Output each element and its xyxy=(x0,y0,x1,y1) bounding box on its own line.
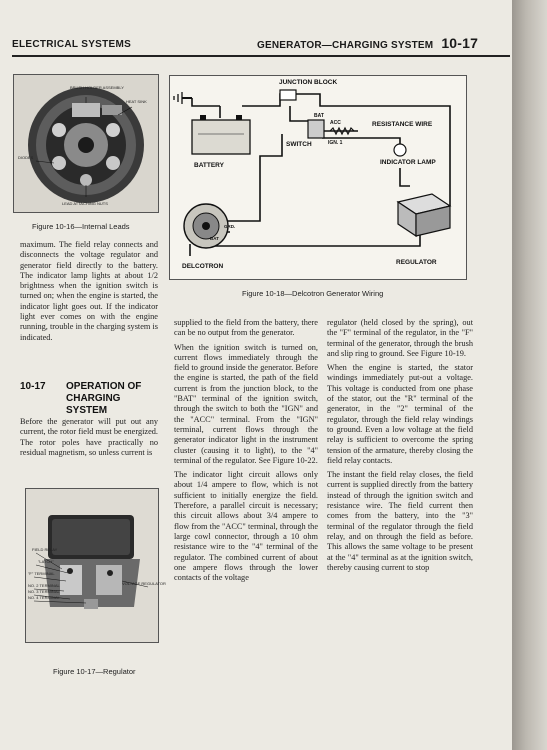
label-heat-sink: HEAT SINK xyxy=(126,99,147,104)
col3-paragraph-3: The instant the field relay closes, the field current is supplied directly from the battery instead of through the ignition switch and resistance wire. The field current then comes from the battery, into the "3" terminal of the regulator through the field relay, and on through the field as before. This allows the same voltage to be present at the "4" terminal as at the ignition switch, thereby causing current to stop xyxy=(327,470,473,572)
label-no2-terminal: NO. 2 TERMINAL xyxy=(28,583,60,588)
label-junction-block xyxy=(279,79,337,86)
section-heading xyxy=(20,381,160,417)
column-2 xyxy=(174,318,318,587)
label-bat-generator: BAT xyxy=(210,236,219,241)
label-bat: BAT xyxy=(314,113,324,119)
col2-paragraph-3: The indicator light circuit allows only about 1/4 ampere to flow, which is not sufficient to initially energize the field. Therefore, a parallel circuit is necessary; this circuit allows about 3/4 ampere to flow from the "ACC" terminal, through the large cowl connector, through a 10 ohm resistance wire to the "4" terminal of the regulator. The combined current of about one ampere flows through the lower contacts of the voltage xyxy=(174,470,318,583)
column-1-intro xyxy=(20,417,158,462)
label-ign1: IGN. 1 xyxy=(328,140,343,146)
regulator-illustration xyxy=(26,489,166,642)
label-no4-terminal: NO. 4 TERMINAL xyxy=(28,595,60,600)
header-rule xyxy=(12,55,510,57)
label-diodes: DIODES xyxy=(18,155,34,160)
figure-10-18-caption: Figure 10-18—Delcotron Generator Wiring xyxy=(242,289,384,298)
internal-leads-illustration xyxy=(14,75,158,212)
label-field-relay: FIELD RELAY xyxy=(32,547,58,552)
section-header-title: GENERATOR—CHARGING SYSTEM xyxy=(257,40,434,51)
col2-paragraph-2: When the ignition switch is turned on, current flows immediately through the field to ground inside the generator. Before the engine is started, the path of the field current is from the junction block, to the "BAT" terminal of the ignition switch, through the switch to both the "IGN" and the "ACC" terminal. From the "IGN" terminal, current flows through the generator indicator light in the instrument cluster (causing it to light), to the "4" terminal of the regulator. See Figure 10-22. xyxy=(174,342,318,465)
figure-10-17-caption: Figure 10-17—Regulator xyxy=(53,667,136,676)
section-title-line2: CHARGING SYSTEM xyxy=(66,393,121,416)
figure-10-16-caption: Figure 10-16—Internal Leads xyxy=(32,222,130,231)
col3-paragraph-2: When the engine is started, the stator windings immediately put-out a voltage. This voltage is conducted from one phase of the stator, out the "R" terminal of the generator, in the "2" terminal of the regulator, through the field relay windings to ground. Even a low voltage at the field relay is sufficient to overcome the spring tension of the armature, thereby closing the field relay contacts. xyxy=(327,363,473,465)
col3-paragraph-1: regulator (held closed by the spring), out the "F" terminal of the regulator, in the "F" terminal of the generator, through the brush and slip ring to ground. See Figure 10-19. xyxy=(327,318,473,358)
section-header-right xyxy=(257,35,478,51)
paragraph-field-relay: maximum. The field relay connects and disconnects the voltage regulator and generator field directly to the battery. The indicator lamp lights at about 1/2 brightness when the ignition switch is turned on; when the engine is started, the indicator light goes out. If the indicator light ever comes on with the engine running, trouble in the charging system is indicated. xyxy=(20,240,158,342)
label-no3-terminal: NO. 3 TERMINAL xyxy=(28,589,60,594)
paragraph-rotor-field: Before the generator will put out any current, the rotor field must be energized. The rotor poles have practically no residual magnetism, so unless current is xyxy=(20,417,158,457)
label-f-terminal: "F" TERMINAL xyxy=(28,571,55,576)
page-number: 10-17 xyxy=(441,35,479,51)
label-brush-holder: BRUSH HOLDER ASSEMBLY xyxy=(70,85,124,90)
label-regulator: REGULATOR xyxy=(396,259,437,266)
label-voltage-regulator: VOLTAGE REGULATOR xyxy=(122,581,166,586)
binder-edge xyxy=(512,0,547,750)
label-delcotron: DELCOTRON xyxy=(182,263,224,270)
figure-10-16-photo xyxy=(13,74,159,213)
label-indicator-lamp: INDICATOR LAMP xyxy=(380,159,436,166)
label-latch: "LATCH" xyxy=(38,559,54,564)
label-grd: GRD. xyxy=(224,224,236,229)
figure-10-17-photo xyxy=(25,488,166,643)
column-3 xyxy=(327,318,473,577)
label-junction-block-text: JUNCTION BLOCK xyxy=(279,79,338,86)
col2-paragraph-1: supplied to the field from the battery, there can be no output from the generator. xyxy=(174,318,318,338)
wiring-diagram xyxy=(170,76,466,279)
label-lead-nuts: LEAD ATTACHING NUTS xyxy=(62,201,108,206)
figure-10-18-diagram xyxy=(169,75,467,280)
label-resistance-wire: RESISTANCE WIRE xyxy=(372,121,433,128)
section-number: 10-17 xyxy=(20,381,46,392)
column-1-paragraph xyxy=(20,240,158,347)
label-acc: ACC xyxy=(330,120,341,126)
section-header-left: ELECTRICAL SYSTEMS xyxy=(12,39,132,50)
section-title-line1: OPERATION OF xyxy=(66,381,142,392)
label-switch: SWITCH xyxy=(286,141,312,148)
label-battery: BATTERY xyxy=(194,162,224,169)
